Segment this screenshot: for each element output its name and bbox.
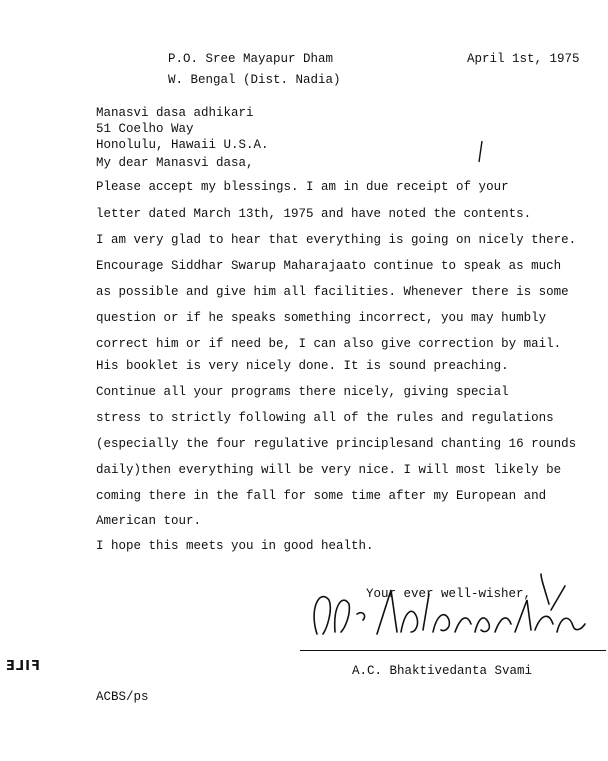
closing: Your ever well-wisher, [366, 587, 532, 601]
sender-address-line1: P.O. Sree Mayapur Dham [168, 52, 334, 66]
body-line: Please accept my blessings. I am in due receipt of your [96, 180, 509, 194]
body-line: I hope this meets you in good health. [96, 539, 374, 553]
body-line: stress to strictly following all of the rules and regulations [96, 411, 554, 425]
handwritten-signature [305, 570, 595, 645]
body-line: Continue all your programs there nicely, giving special [96, 385, 509, 399]
body-line: as possible and give him all facilities. Whenever there is some [96, 285, 569, 299]
pen-mark [474, 140, 486, 164]
body-line: daily)then everything will be very nice. I will most likely be [96, 463, 562, 477]
salutation: My dear Manasvi dasa, [96, 156, 254, 170]
body-line: (especially the four regulative principlesand chanting 16 rounds [96, 437, 577, 451]
body-line: correct him or if need be, I can also give correction by mail. [96, 337, 562, 351]
signature-line [300, 650, 606, 651]
body-line: letter dated March 13th, 1975 and have noted the contents. [96, 207, 532, 221]
recipient-street: 51 Coelho Way [96, 122, 194, 136]
typist-initials: ACBS/ps [96, 690, 149, 704]
body-line: question or if he speaks something incorrect, you may humbly [96, 311, 547, 325]
signatory-name: A.C. Bhaktivedanta Svami [352, 664, 533, 678]
file-stamp: FILE [5, 659, 40, 674]
body-line: Encourage Siddhar Swarup Maharajaato continue to speak as much [96, 259, 562, 273]
body-line: coming there in the fall for some time after my European and [96, 489, 547, 503]
body-line: American tour. [96, 514, 202, 528]
body-line: I am very glad to hear that everything is going on nicely there. [96, 233, 577, 247]
recipient-name: Manasvi dasa adhikari [96, 106, 254, 120]
recipient-city: Honolulu, Hawaii U.S.A. [96, 138, 269, 152]
sender-address-line2: W. Bengal (Dist. Nadia) [168, 73, 341, 87]
letter-date: April 1st, 1975 [467, 52, 580, 66]
body-line: His booklet is very nicely done. It is sound preaching. [96, 359, 509, 373]
